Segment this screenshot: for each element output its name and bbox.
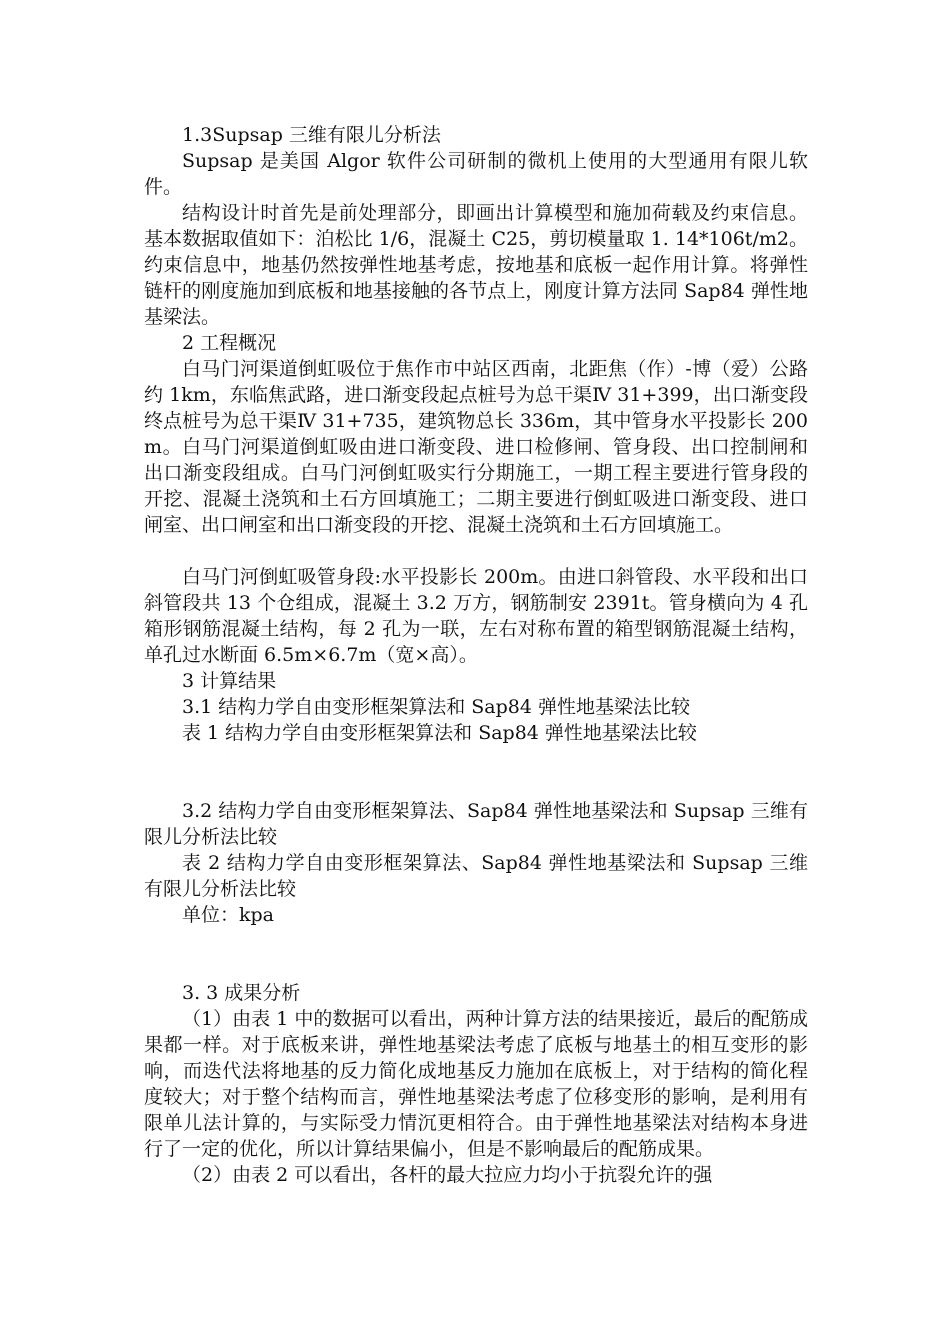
paragraph-project-overview: 白马门河渠道倒虹吸位于焦作市中站区西南，北距焦（作）-博（爱）公路约 1km，东临焦武路，进口渐变段起点桩号为总干渠Ⅳ 31+399，出口渐变段终点桩号为总干渠Ⅳ 31+735，建筑物总长 336m，其中管身水平投影长 200m。白马门河渠道倒虹吸由进口渐变段、进口检修闸、管身段、出口控制闸和出口渐变段组成。白马门河倒虹吸实行分期施工，一期工程主要进行管身段的开挖、混凝土浇筑和土石方回填施工；二期主要进行倒虹吸进口渐变段、进口闸室、出口闸室和出口渐变段的开挖、混凝土浇筑和土石方回填施工。 <box>144 358 808 536</box>
section-heading-3: 3 计算结果 <box>182 670 277 692</box>
section-heading-1-3: 1.3Supsap 三维有限儿分析法 <box>182 124 441 146</box>
paragraph-analysis-2: （2）由表 2 可以看出，各杆的最大拉应力均小于抗裂允许的强 <box>182 1164 713 1186</box>
section-heading-3-2: 3.2 结构力学自由变形框架算法、Sap84 弹性地基梁法和 Supsap 三维有限儿分析法比较 <box>144 800 808 848</box>
section-heading-3-1: 3.1 结构力学自由变形框架算法和 Sap84 弹性地基梁法比较 <box>182 696 691 718</box>
paragraph-supsap-intro: Supsap 是美国 Algor 软件公司研制的微机上使用的大型通用有限儿软件。 <box>144 150 808 198</box>
paragraph-analysis-1: （1）由表 1 中的数据可以看出，两种计算方法的结果接近，最后的配筋成果都一样。对于底板来讲，弹性地基梁法考虑了底板与地基土的相互变形的影响，而迭代法将地基的反力简化成地基反力施加在底板上，对于结构的简化程度较大；对于整个结构而言，弹性地基梁法考虑了位移变形的影响，是利用有限单儿法计算的，与实际受力情沉更相符合。由于弹性地基梁法对结构本身进行了一定的优化，所以计算结果偏小，但是不影响最后的配筋成果。 <box>144 1008 808 1160</box>
paragraph-structure-design: 结构设计时首先是前处理部分，即画出计算模型和施加荷载及约束信息。基本数据取值如下：泊松比 1/6，混凝土 C25，剪切模量取 1. 14*106t/m2。约束信息中，地基仍然按弹性地基考虑，按地基和底板一起作用计算。将弹性链杆的刚度施加到底板和地基接触的各节点上，刚度计算方法同 Sap84 弹性地基梁法。 <box>144 202 808 328</box>
table-1-caption: 表 1 结构力学自由变形框架算法和 Sap84 弹性地基梁法比较 <box>182 722 697 744</box>
paragraph-pipe-section: 白马门河倒虹吸管身段:水平投影长 200m。由进口斜管段、水平段和出口斜管段共 13 个仓组成，混凝土 3.2 万方，钢筋制安 2391t。管身横向为 4 孔箱形钢筋混凝土结构，每 2 孔为一联，左右对称布置的箱型钢筋混凝土结构，单孔过水断面 6.5m×6.7m（宽×高）。 <box>144 566 808 666</box>
table-2-caption: 表 2 结构力学自由变形框架算法、Sap84 弹性地基梁法和 Supsap 三维有限儿分析法比较 <box>144 852 808 900</box>
unit-label: 单位：kpa <box>182 904 275 926</box>
section-heading-2: 2 工程概况 <box>182 332 277 354</box>
section-heading-3-3: 3. 3 成果分析 <box>182 982 301 1004</box>
document-body <box>144 122 808 1188</box>
